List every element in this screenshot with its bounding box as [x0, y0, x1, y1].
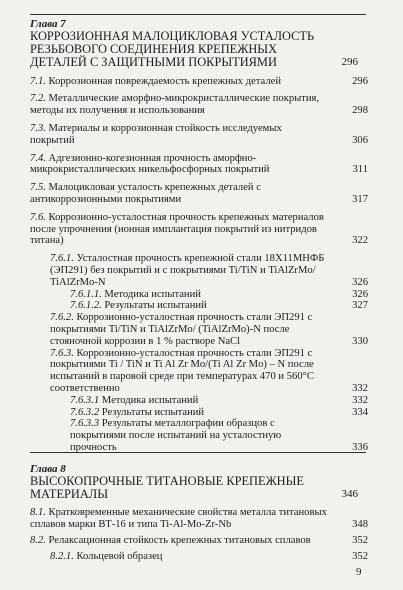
chapter-8-entry — [30, 475, 366, 501]
toc-entry-7-5: 7.5. Малоцикловая усталость крепежных деталей с антикоррозионными покрытиями 317 — [30, 182, 368, 205]
toc-entry-7-6-1-2: 7.6.1.2. Результаты испытаний 327 — [70, 300, 368, 312]
toc-entry-7-6: 7.6. Коррозионно-усталостная прочность крепежных материалов после упрочнения (ионная имплантация покрытий из нитридов титана) 322 — [30, 211, 368, 247]
top-rule — [30, 14, 366, 15]
toc-entry-7-6-3-1: 7.6.3.1 Методика испытаний 332 — [70, 394, 368, 406]
chapter-7-entry — [30, 30, 366, 70]
chapter-8-page: 346 — [341, 487, 358, 500]
toc-entry-7-6-1: 7.6.1. Усталостная прочность крепежной стали 18Х11МНФБ (ЭП291) без покрытий и с покрытиями Ti/TiN и TiAlZrMo/ TiAlZrMo-N 326 — [50, 253, 368, 288]
table-of-contents — [30, 18, 366, 562]
chapter-7-page: 296 — [341, 56, 358, 69]
toc-entry-7-6-3: 7.6.3. Коррозионно-усталостная прочность стали ЭП291 с покрытиями Ti / TiN и Ti Al Zr Mo/(Ti Al Zr Mo) – N после испытаний в паровой среде при температурах 470 и 560°С соответственно 332 — [50, 347, 368, 394]
page-number: 9 — [356, 566, 362, 578]
toc-entry-7-4: 7.4. Адгезионно-когезионная прочность аморфно-микрокристаллических никельфосфорных покрытий 311 — [30, 152, 368, 176]
toc-entry-7-6-1-1: 7.6.1.1. Методика испытаний 326 — [70, 288, 368, 300]
toc-entry-7-1: 7.1. Коррозионная повреждаемость крепежных деталей 296 — [30, 75, 368, 87]
toc-entry-7-6-2: 7.6.2. Коррозионно-усталостная прочность стали ЭП291 с покрытиями Ti/TiN и TiAlZrMo/ (TiAlZrMo)-N после стояночной коррозии в 1 % растворе NaCl 330 — [50, 312, 368, 347]
chapter-8-title: ВЫСОКОПРОЧНЫЕ ТИТАНОВЫЕ КРЕПЕЖНЫЕ МАТЕРИАЛЫ — [30, 473, 305, 501]
chapter-8-rule — [30, 452, 366, 453]
toc-entry-8-1: 8.1. Кратковременные механические свойства металла титановых сплавов марки ВТ-16 и типа Ti-Al-Mo-Zr-Nb 348 — [30, 507, 368, 530]
chapter-8-label: Глава 8 — [30, 462, 66, 475]
toc-entry-8-2: 8.2. Релаксационная стойкость крепежных титановых сплавов 352 — [30, 534, 368, 546]
toc-entry-7-3: 7.3. Материалы и коррозионная стойкость исследуемых покрытий 306 — [30, 123, 368, 146]
chapter-7-title: КОРРОЗИОННАЯ МАЛОЦИКЛОВАЯ УСТАЛОСТЬ РЕЗЬБОВОГО СОЕДИНЕНИЯ КРЕПЕЖНЫХ ДЕТАЛЕЙ С ЗАЩИТНЫМИ ПОКРЫТИЯМИ — [30, 29, 315, 70]
chapter-7-label: Глава 7 — [30, 18, 66, 30]
toc-entry-7-6-3-3: 7.6.3.3 Результаты металлографии образцов с покрытиями после испытаний на усталостную прочность 336 — [70, 418, 368, 453]
toc-entry-7-2: 7.2. Металлические аморфно-микрокристаллические покрытия, методы их получения и использования 298 — [30, 93, 368, 117]
toc-entry-7-6-3-2: 7.6.3.2 Результаты испытаний 334 — [70, 406, 368, 418]
toc-entry-8-2-1: 8.2.1. Кольцевой образец 352 — [50, 550, 368, 562]
